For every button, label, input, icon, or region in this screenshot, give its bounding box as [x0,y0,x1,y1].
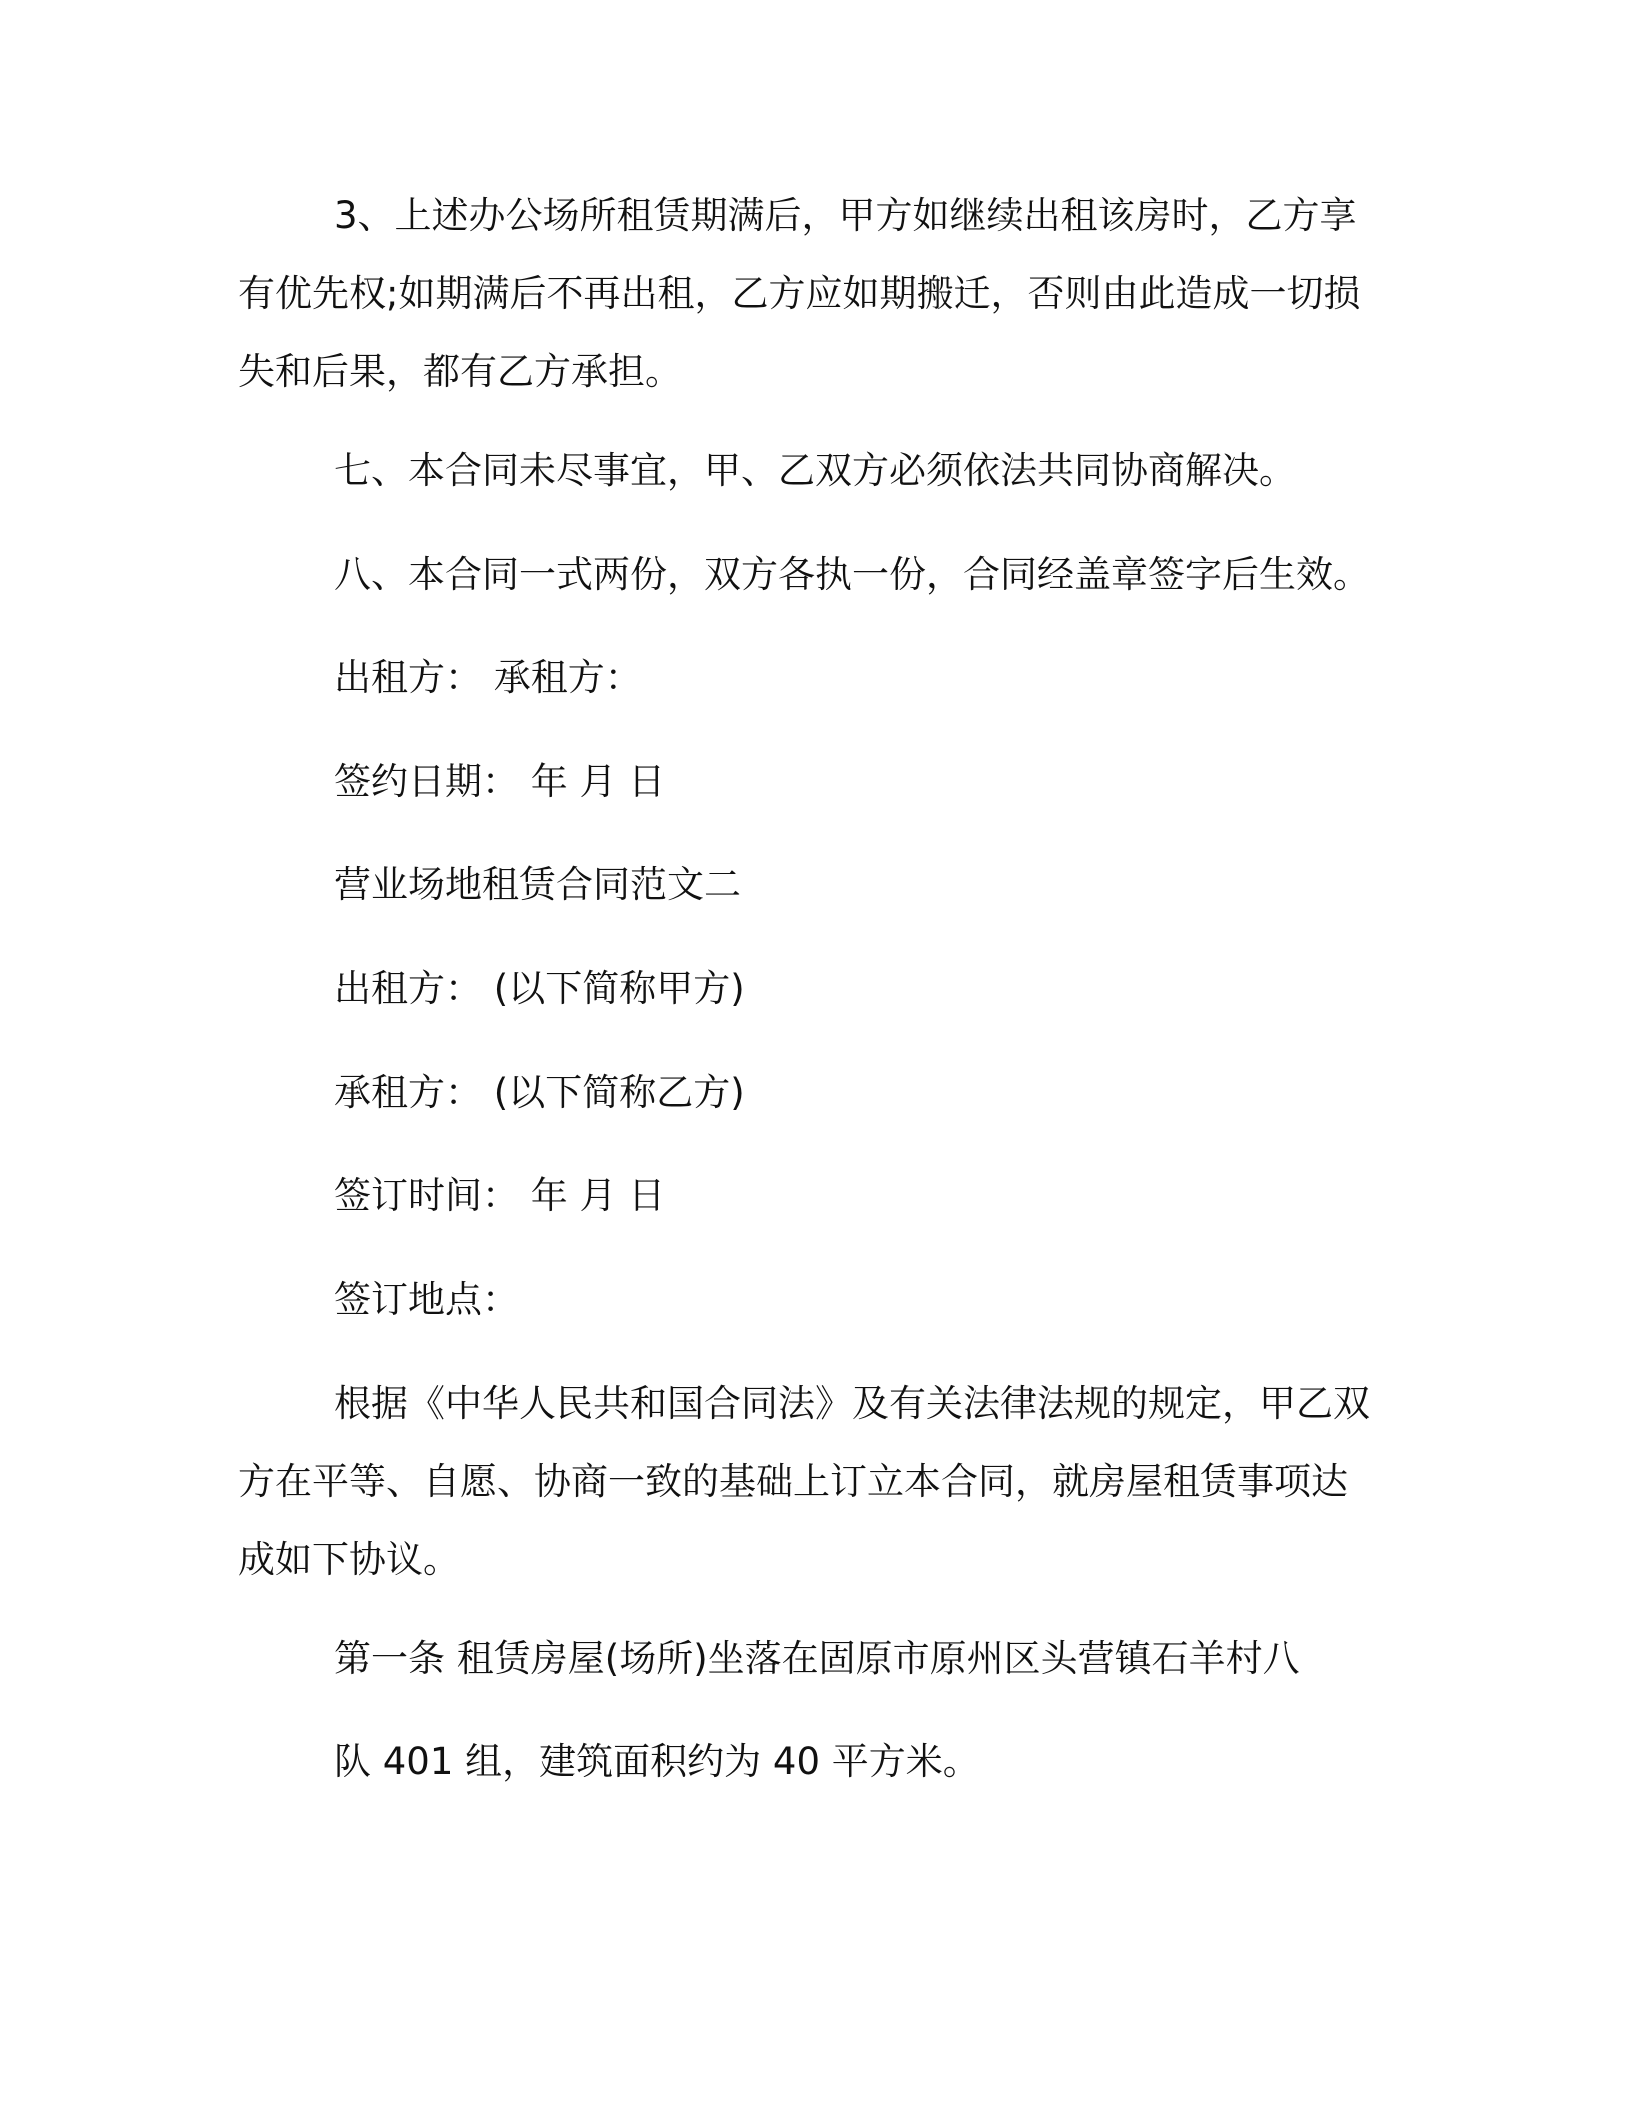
text-line: 出租方： 承租方： [334,656,642,699]
text-line: 八、本合同一式两份，双方各执一份，合同经盖章签字后生效。 [334,553,1370,596]
paragraph-parties-signature [238,639,1388,717]
text-line: 队 401 组，建筑面积约为 40 平方米。 [334,1740,980,1783]
text-line: 有优先权;如期满后不再出租，乙方应如期搬迁，否则由此造成一切损 [238,272,1361,315]
text-line: 签约日期： 年 月 日 [334,760,666,803]
text-line: 成如下协议。 [238,1538,460,1581]
paragraph-sign-time [238,1157,1388,1235]
text-line: 出租方： (以下简称甲方) [334,967,745,1010]
paragraph-lease-renewal [238,177,1388,411]
paragraph-sign-date [238,743,1388,821]
text-line: 根据《中华人民共和国合同法》及有关法律法规的规定，甲乙双 [334,1382,1370,1425]
paragraph-sign-place [238,1261,1388,1339]
text-line: 方在平等、自愿、协商一致的基础上订立本合同，就房屋租赁事项达 [238,1460,1348,1503]
text-line: 营业场地租赁合同范文二 [334,863,741,906]
paragraph-lessor [238,950,1388,1028]
paragraph-legal-basis [238,1365,1388,1599]
section-title [238,846,1388,924]
text-line: 七、本合同未尽事宜，甲、乙双方必须依法共同协商解决。 [334,449,1296,492]
paragraph-clause-seven [238,432,1388,510]
text-line: 失和后果，都有乙方承担。 [238,350,682,393]
text-line: 签订地点： [334,1278,519,1321]
text-line: 3、上述办公场所租赁期满后，甲方如继续出租该房时，乙方享 [334,194,1357,237]
paragraph-clause-eight [238,536,1388,614]
text-line: 第一条 租赁房屋(场所)坐落在固原市原州区头营镇石羊村八 [334,1637,1300,1680]
text-line: 签订时间： 年 月 日 [334,1174,666,1217]
paragraph-lessee [238,1054,1388,1132]
paragraph-article-one-cont [238,1723,1388,1801]
text-line: 承租方： (以下简称乙方) [334,1071,745,1114]
paragraph-article-one [238,1620,1388,1698]
